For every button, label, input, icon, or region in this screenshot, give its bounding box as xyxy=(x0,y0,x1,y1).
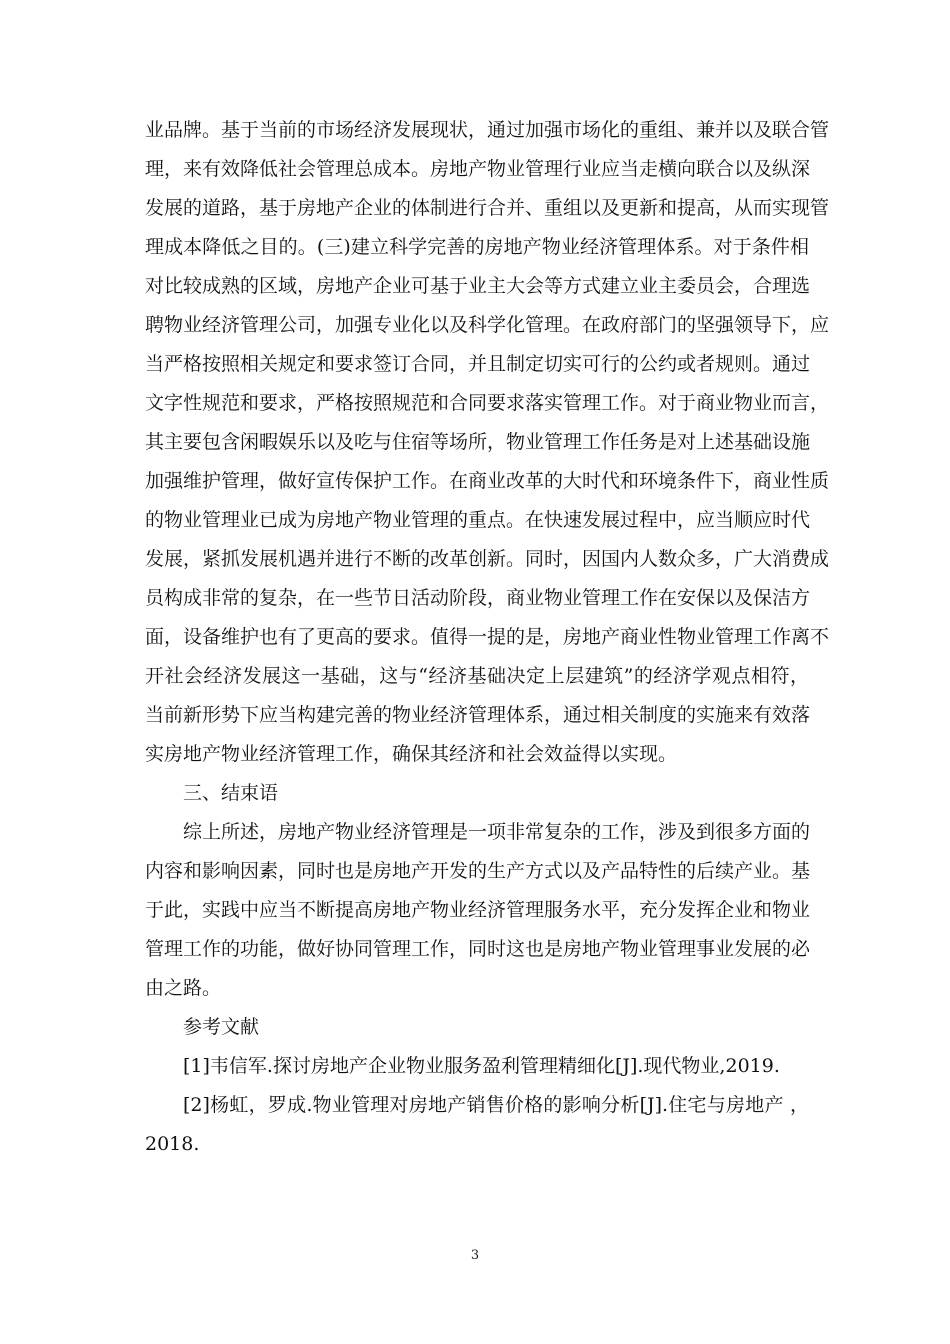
body-line: 加强维护管理，做好宣传保护工作。在商业改革的大时代和环境条件下，商业性质 xyxy=(145,470,830,492)
conclusion-line: 管理工作的功能，做好协同管理工作，同时这也是房地产物业管理事业发展的必 xyxy=(145,938,811,960)
body-line: 当严格按照相关规定和要求签订合同，并且制定切实可行的公约或者规则。通过 xyxy=(145,353,811,375)
page-body xyxy=(145,111,830,1164)
body-line: 业品牌。基于当前的市场经济发展现状，通过加强市场化的重组、兼并以及联合管 xyxy=(145,119,830,141)
body-line: 面，设备维护也有了更高的要求。值得一提的是，房地产商业性物业管理工作离不 xyxy=(145,626,830,648)
body-line: 员构成非常的复杂，在一些节日活动阶段，商业物业管理工作在安保以及保洁方 xyxy=(145,587,811,609)
body-line: 理，来有效降低社会管理总成本。房地产物业管理行业应当走横向联合以及纵深 xyxy=(145,158,811,180)
conclusion-line: 综上所述，房地产物业经济管理是一项非常复杂的工作，涉及到很多方面的 xyxy=(183,821,811,843)
body-line: 发展的道路，基于房地产企业的体制进行合并、重组以及更新和提高，从而实现管 xyxy=(145,197,830,219)
body-line: 其主要包含闲暇娱乐以及吃与住宿等场所，物业管理工作任务是对上述基础设施 xyxy=(145,431,811,453)
body-line: 对比较成熟的区域，房地产企业可基于业主大会等方式建立业主委员会，合理选 xyxy=(145,275,811,297)
references-heading: 参考文献 xyxy=(183,1016,260,1038)
conclusion-line: 于此，实践中应当不断提高房地产物业经济管理服务水平，充分发挥企业和物业 xyxy=(145,899,811,921)
body-line: 文字性规范和要求，严格按照规范和合同要求落实管理工作。对于商业物业而言， xyxy=(145,392,830,414)
body-line: 实房地产物业经济管理工作，确保其经济和社会效益得以实现。 xyxy=(145,743,678,765)
reference-item-continuation: 2018. xyxy=(145,1133,200,1155)
body-line: 当前新形势下应当构建完善的物业经济管理体系，通过相关制度的实施来有效落 xyxy=(145,704,811,726)
body-line: 发展，紧抓发展机遇并进行不断的改革创新。同时，因国内人数众多，广大消费成 xyxy=(145,548,830,570)
body-line: 理成本降低之目的。(三)建立科学完善的房地产物业经济管理体系。对于条件相 xyxy=(145,236,809,258)
conclusion-line: 由之路。 xyxy=(145,977,222,999)
reference-item: [2]杨虹，罗成.物业管理对房地产销售价格的影响分析[J].住宅与房地产 ， xyxy=(183,1094,809,1116)
reference-item: [1]韦信军.探讨房地产企业物业服务盈利管理精细化[J].现代物业,2019. xyxy=(183,1055,780,1077)
page-number: 3 xyxy=(470,1248,480,1263)
body-line: 开社会经济发展这一基础，这与“经济基础决定上层建筑”的经济学观点相符， xyxy=(145,665,809,687)
conclusion-line: 内容和影响因素，同时也是房地产开发的生产方式以及产品特性的后续产业。基 xyxy=(145,860,811,882)
section-heading: 三、结束语 xyxy=(183,782,279,804)
body-line: 聘物业经济管理公司，加强专业化以及科学化管理。在政府部门的坚强领导下，应 xyxy=(145,314,830,336)
body-line: 的物业管理业已成为房地产物业管理的重点。在快速发展过程中，应当顺应时代 xyxy=(145,509,811,531)
